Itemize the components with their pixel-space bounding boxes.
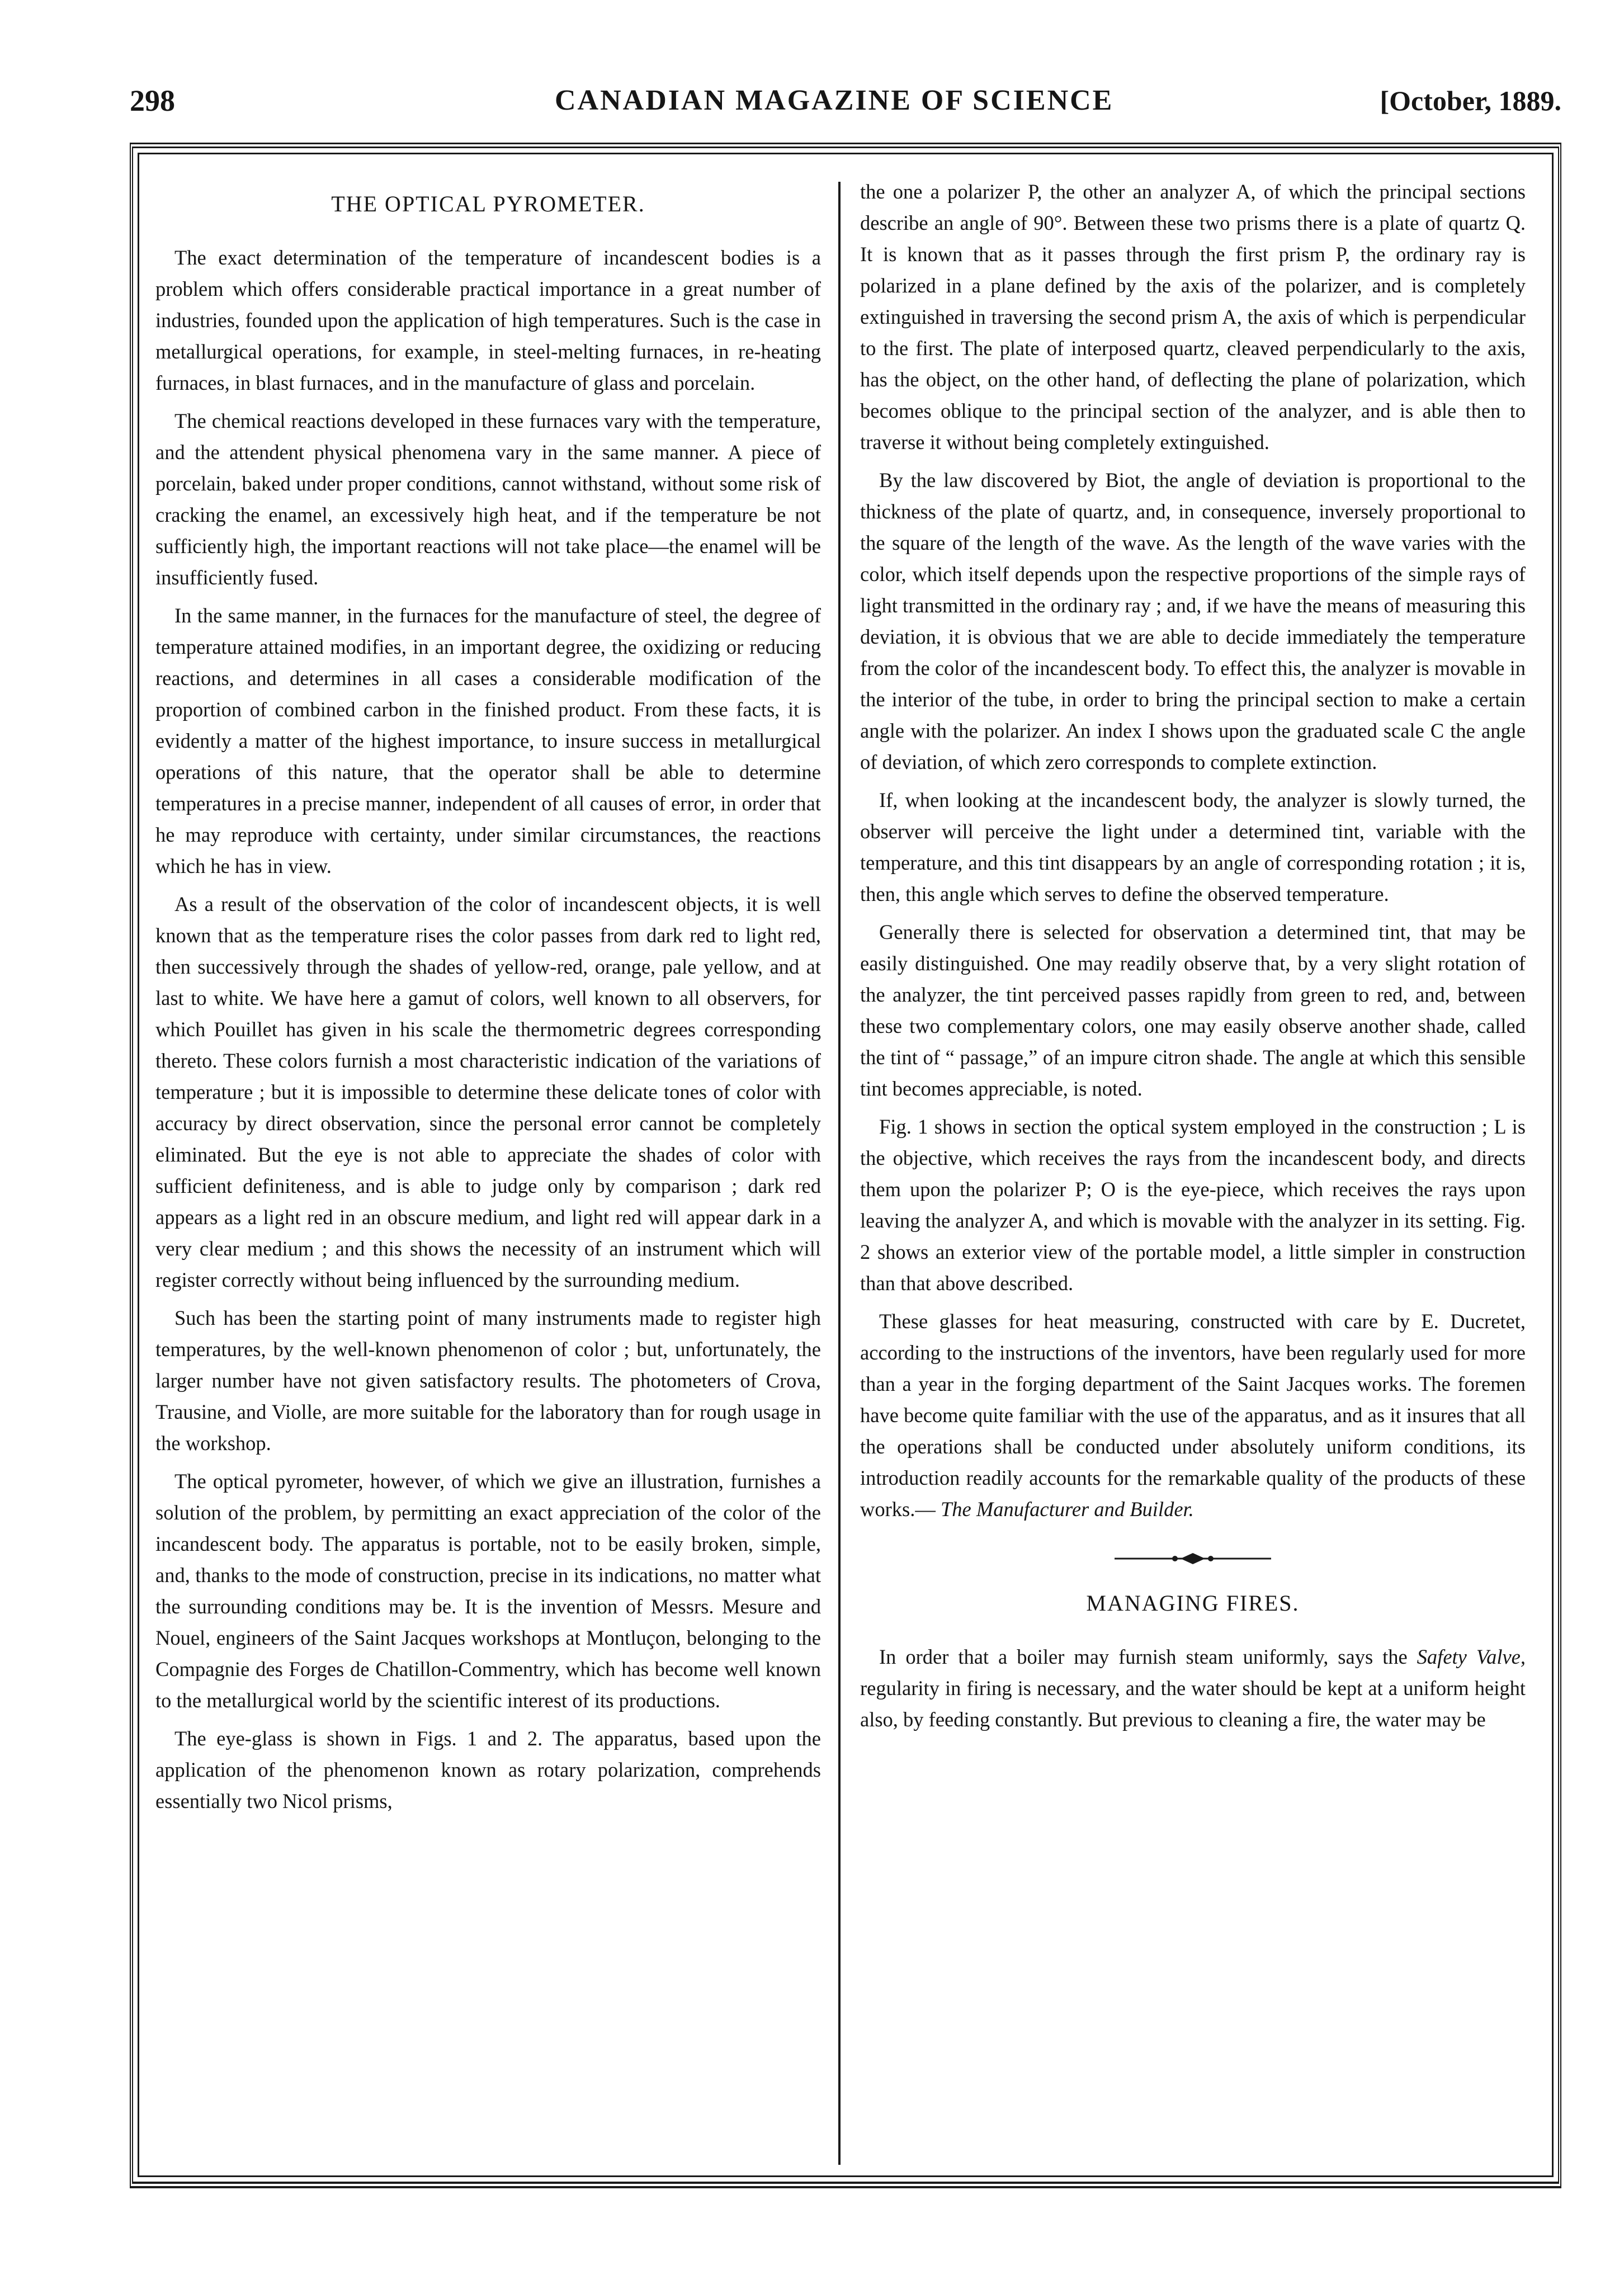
- paragraph: The optical pyrometer, however, of which we give an illustration, furnishes a solution of the problem, by permitting an exact appreciation of the color of the incandescent body. The apparatus is portable, not to be easily broken, simple, and, thanks to the mode of construction, precise in its indications, no matter what the surrounding conditions may be. It is the invention of Messrs. Mesure and Nouel, engineers of the Saint Jacques workshops at Montluçon, belonging to the Compagnie des Forges de Chatillon-Commentry, which has become well known to the metallurgical world by the scientific interest of its productions.: [155, 1470, 821, 1712]
- article-title: MANAGING FIRES.: [1086, 1590, 1300, 1616]
- page-frame: [130, 143, 1561, 2188]
- paragraph-text: These glasses for heat measuring, constructed with care by E. Ducretet, according to the instructions of the inventors, have been regularly used for more than a year in the forging department of the Saint Jacques works. The foremen have become quite familiar with the use of the apparatus, and as it insures that all the operations shall be conducted under absolutely uniform conditions, its introduction readily accounts for the remarkable quality of the products of these works.—: [860, 1310, 1526, 1521]
- paragraph-text: In order that a boiler may furnish steam uniformly, says the: [879, 1645, 1408, 1668]
- magazine-title: CANADIAN MAGAZINE OF SCIENCE: [555, 84, 1114, 116]
- paragraph: The eye-glass is shown in Figs. 1 and 2. The apparatus, based upon the application of the phenomenon known as rotary polarization, comprehends essentially two Nicol prisms,: [155, 1727, 821, 1812]
- article-title: THE OPTICAL PYROMETER.: [331, 191, 645, 216]
- paragraph: [860, 1306, 1526, 1525]
- issue-date: [October, 1889.: [1380, 85, 1561, 116]
- paragraph: By the law discovered by Biot, the angle of deviation is proportional to the thickness of the plate of quartz, and, in consequence, inversely proportional to the square of the length of the wave. As the length of the wave varies with the color, which itself depends upon the respective proportions of the simple rays of light transmitted in the ordinary ray ; and, if we have the means of measuring this deviation, it is obvious that we are able to decide immediately the temperature from the color of the incandescent body. To effect this, the analyzer is movable in the interior of the tube, in order to bring the principal section to make a certain angle with the polarizer. An index I shows upon the graduated scale C the angle of deviation, of which zero corresponds to complete extinction.: [860, 469, 1526, 773]
- paragraph: [860, 1641, 1526, 1735]
- column-divider: [838, 182, 841, 2165]
- paragraph: The chemical reactions developed in these furnaces vary with the temperature, and the attendent physical phenomena vary in the same manner. A piece of porcelain, baked under proper conditions, cannot withstand, without some risk of cracking the enamel, an excessively high heat, and if the temperature be not sufficiently high, the important reactions will not take place—the enamel will be insufficiently fused.: [155, 409, 821, 589]
- ornament-divider: [1115, 1547, 1271, 1570]
- source-citation: Safety Valve,: [1417, 1645, 1526, 1668]
- right-column: [860, 176, 1526, 1742]
- paragraph: Generally there is selected for observation a determined tint, that may be easily distinguished. One may readily observe that, by a very slight rotation of the analyzer, the tint perceived passes rapidly from green to red, and, between these two complementary colors, one may easily observe another shade, called the tint of “ passage,” of an impure citron shade. The angle at which this sensible tint becomes appreciable, is noted.: [860, 921, 1526, 1100]
- paragraph: Such has been the starting point of many instruments made to register high temperatures, by the well-known phenomenon of color ; but, unfortunately, the larger number have not given satisfactory results. The photometers of Crova, Trausine, and Violle, are more suitable for the laboratory than for rough usage in the workshop.: [155, 1306, 821, 1455]
- source-citation: The Manufacturer and Builder.: [940, 1498, 1194, 1521]
- paragraph: As a result of the observation of the color of incandescent objects, it is well known that as the temperature rises the color passes from dark red to light red, then successively through the shades of yellow-red, orange, pale yellow, and at last to white. We have here a gamut of colors, well known to all observers, for which Pouillet has given in his scale the thermometric degrees corresponding thereto. These colors furnish a most characteristic indication of the variations of temperature ; but it is impossible to determine these delicate tones of color with accuracy by direct observation, since the personal error cannot be completely eliminated. But the eye is not able to appreciate the shades of color with sufficient definiteness, and is able to judge only by comparison ; dark red appears as a light red in an obscure medium, and light red will appear dark in a very clear medium ; and this shows the necessity of an instrument which will register correctly without being influenced by the surrounding medium.: [155, 893, 821, 1291]
- page-number: 298: [130, 84, 175, 117]
- paragraph-continued: the one a polarizer P, the other an analyzer A, of which the principal sections describe an angle of 90°. Between these two prisms there is a plate of quartz Q. It is known that as it passes through the first prism P, the ordinary ray is polarized in a plane defined by the axis of the polarizer, and is completely extinguished in traversing the second prism A, the axis of which is perpendicular to the first. The plate of interposed quartz, cleaved perpendicularly to the axis, has the object, on the other hand, of deflecting the plane of polarization, which becomes oblique to the principal section of the analyzer, and is able then to traverse it without being completely extinguished.: [860, 180, 1526, 454]
- paragraph-text: regularity in firing is necessary, and the water should be kept at a uniform height also, by feeding constantly. But previous to cleaning a fire, the water may be: [860, 1677, 1526, 1731]
- paragraph: In the same manner, in the furnaces for the manufacture of steel, the degree of temperature attained modifies, in an important degree, the oxidizing or reducing reactions, and determines in all cases a considerable modification of the proportion of combined carbon in the finished product. From these facts, it is evidently a matter of the highest importance, to insure success in metallurgical operations of this nature, that the operator shall be able to determine temperatures in a precise manner, independent of all causes of error, in order that he may reproduce with certainty, under similar circumstances, the reactions which he has in view.: [155, 604, 821, 877]
- left-column: [155, 182, 821, 1824]
- paragraph: The exact determination of the temperature of incandescent bodies is a problem which offers considerable practical importance in a great number of industries, founded upon the application of high temperatures. Such is the case in metallurgical operations, for example, in steel-melting furnaces, in re-heating furnaces, in blast furnaces, and in the manufacture of glass and porcelain.: [155, 246, 821, 394]
- page-header: [130, 78, 1561, 123]
- paragraph: If, when looking at the incandescent body, the analyzer is slowly turned, the observer will perceive the light under a determined tint, variable with the temperature, and this tint disappears by an angle of corresponding rotation ; it is, then, this angle which serves to define the observed temperature.: [860, 789, 1526, 905]
- paragraph: Fig. 1 shows in section the optical system employed in the construction ; L is the objective, which receives the rays from the incandescent body, and directs them upon the polarizer P; O is the eye-piece, which receives the rays upon leaving the analyzer A, and which is movable with the analyzer in its setting. Fig. 2 shows an exterior view of the portable model, a little simpler in construction than that above described.: [860, 1115, 1526, 1295]
